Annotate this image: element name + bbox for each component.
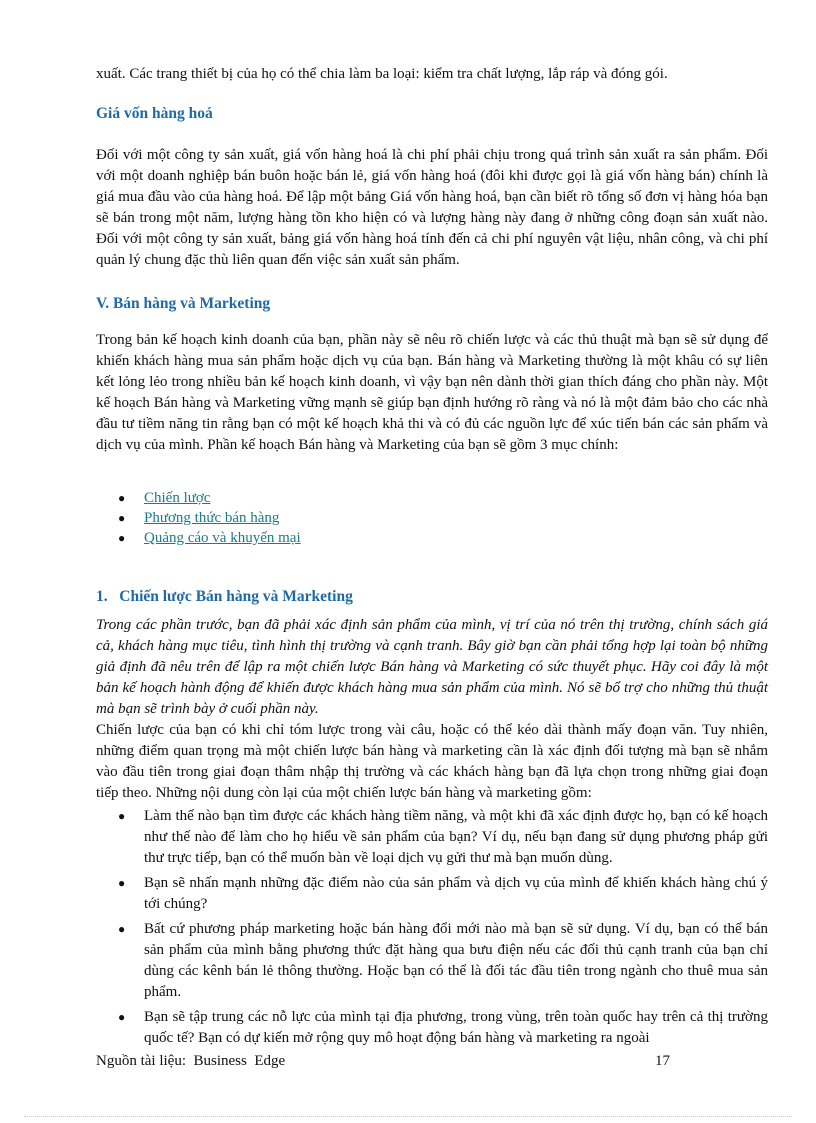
- footer-source: Nguồn tài liệu: Business Edge: [96, 1053, 286, 1069]
- list-item: [96, 488, 301, 508]
- list-item: [96, 1007, 768, 1049]
- list-item: [96, 508, 301, 528]
- bullet-icon: ●: [118, 491, 126, 505]
- bullet-icon: ●: [118, 1010, 126, 1024]
- bullet-text: Bạn sẽ tập trung các nỗ lực của mình tại địa phương, trong vùng, trên toàn quốc hay trên cả thị trường quốc tế? Bạn có dự kiến mở rộng quy mô hoạt động bán hàng và marketing ra ngoài: [144, 1009, 768, 1046]
- link-strategy[interactable]: Chiến lược: [144, 490, 211, 506]
- section-heading-cost-of-goods: Giá vốn hàng hoá: [96, 105, 213, 122]
- strategy-paragraph: Chiến lược của bạn có khi chỉ tóm lược trong vài câu, hoặc có thể kéo dài thành mấy đoạn văn. Tuy nhiên, những điểm quan trọng mà một chiến lược bán hàng và marketing cần là xác định đối tượng mà bạn sẽ nhắm vào đầu tiên trong giai đoạn thâm nhập thị trường và các khách hàng bạn đã lựa chọn trong những giai đoạn tiếp theo. Những nội dung còn lại của một chiến lược bán hàng và marketing gồm:: [96, 722, 768, 801]
- bullet-icon: ●: [118, 511, 126, 525]
- cost-of-goods-paragraph: Đối với một công ty sản xuất, giá vốn hàng hoá là chi phí phải chịu trong quá trình sản xuất ra sản phẩm. Đối với một doanh nghiệp bán buôn hoặc bán lẻ, giá vốn hàng hoá (đôi khi được gọi là giá vốn hàng bán) chính là giá mua đầu vào của hàng hoá. Để lập một bảng Giá vốn hàng hoá, bạn cần biết rõ tổng số đơn vị hàng hóa bạn sẽ bán trong một năm, lượng hàng tồn kho hiện có và lượng hàng này đang ở những công đoạn sản xuất nào. Đối với một công ty sản xuất, bảng giá vốn hàng hoá tính đến cả chi phí nguyên vật liệu, nhân công, và chi phí quản lý chung đặc thù liên quan đến việc sản xuất sản phẩm.: [96, 147, 768, 268]
- bullet-text: Bạn sẽ nhấn mạnh những đặc điểm nào của sản phẩm và dịch vụ của mình để khiến khách hàng chú ý tới chúng?: [144, 875, 768, 912]
- bullet-text: Làm thế nào bạn tìm được các khách hàng tiềm năng, và một khi đã xác định được họ, bạn có kế hoạch như thế nào để làm cho họ hiểu về sản phẩm của bạn? Ví dụ, nếu bạn đang sử dụng phương pháp gửi thư trực tiếp, bạn có thể muốn bàn về loại dịch vụ gửi thư mà bạn muốn dùng.: [144, 808, 768, 866]
- bullet-text: Bất cứ phương pháp marketing hoặc bán hàng đổi mới nào mà bạn sẽ sử dụng. Ví dụ, bạn có thể bán sản phẩm của mình bằng phương thức đặt hàng qua bưu điện nếu các đối thủ cạnh tranh của bạn chỉ dùng các kênh bán lẻ thông thường. Hoặc bạn có thể là đối tác đầu tiên trong ngành cho thuê mua sản phẩm.: [144, 921, 768, 1000]
- bullet-icon: ●: [118, 876, 126, 890]
- section-link-list: [96, 488, 301, 548]
- list-item: [96, 528, 301, 548]
- list-item: [96, 919, 768, 1003]
- page-bottom-divider: [24, 1116, 792, 1117]
- list-item: [96, 873, 768, 915]
- strategy-bullet-list: [96, 806, 768, 1053]
- list-item: [96, 806, 768, 869]
- subsection-heading-strategy: 1. Chiến lược Bán hàng và Marketing: [96, 588, 353, 605]
- bullet-icon: ●: [118, 809, 126, 823]
- bullet-icon: ●: [118, 922, 126, 936]
- link-advertising-promotion[interactable]: Quảng cáo và khuyến mại: [144, 530, 301, 546]
- sales-marketing-paragraph: Trong bản kế hoạch kinh doanh của bạn, phần này sẽ nêu rõ chiến lược và các thủ thuật mà bạn sẽ sử dụng để khiến khách hàng mua sản phẩm hoặc dịch vụ của bạn. Bán hàng và Marketing thường là một khâu có sự liên kết lỏng lẻo trong nhiều bản kế hoạch kinh doanh, vì vậy bạn nên dành thời gian thích đáng cho phần này. Một kế hoạch Bán hàng và Marketing vững mạnh sẽ giúp bạn định hướng rõ ràng và nó là một đảm bảo cho các nhà đầu tư tiềm năng tin rằng bạn có một kế hoạch khả thi và có đủ các nguồn lực để xúc tiến bán các sản phẩm và dịch vụ của mình. Phần kế hoạch Bán hàng và Marketing của bạn sẽ gồm 3 mục chính:: [96, 332, 768, 453]
- link-sales-methods[interactable]: Phương thức bán hàng: [144, 510, 280, 526]
- page-number: 17: [655, 1053, 670, 1069]
- section-heading-sales-marketing: V. Bán hàng và Marketing: [96, 295, 271, 312]
- continuation-paragraph: xuất. Các trang thiết bị của họ có thể chia làm ba loại: kiểm tra chất lượng, lắp ráp và đóng gói.: [96, 66, 668, 82]
- strategy-intro-italic: Trong các phần trước, bạn đã phải xác định sản phẩm của mình, vị trí của nó trên thị trường, chính sách giá cả, khách hàng mục tiêu, tình hình thị trường và cạnh tranh. Bây giờ bạn cần phải tổng hợp lại toàn bộ những giả định đã nêu trên để lập ra một chiến lược Bán hàng và Marketing có sức thuyết phục. Hãy coi đây là một bản kế hoạch hành động để khiến được khách hàng mua sản phẩm của mình. Nó sẽ bổ trợ cho những thủ thuật mà bạn sẽ trình bày ở cuối phần này.: [96, 617, 768, 717]
- bullet-icon: ●: [118, 531, 126, 545]
